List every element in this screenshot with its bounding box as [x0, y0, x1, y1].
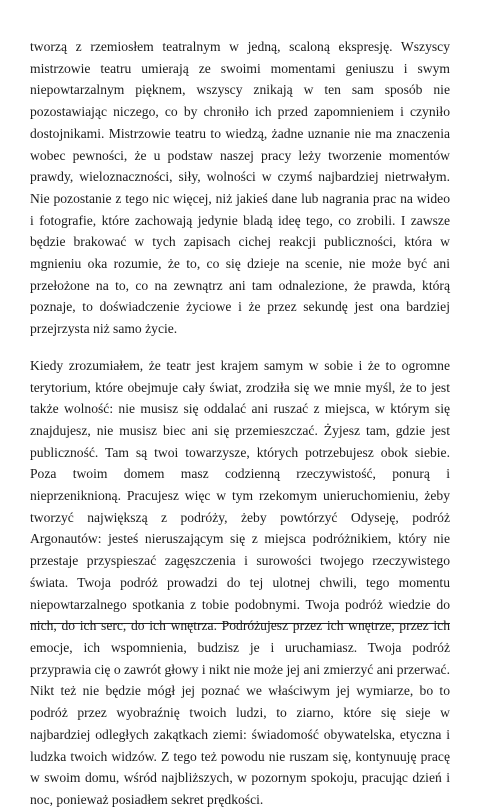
paragraph-1: tworzą z rzemiosłem teatralnym w jedną, scaloną ekspresję. Wszyscy mistrzowie teatru umierają ze swoimi momentami geniuszu i swym niepowtarzalnym pięknem, wszyscy znikają w ten sam sposób nie pozostawiając niczego, co by chroniło ich przed zapomnieniem i czyniło dostojnikami. Mistrzowie teatru to wiedzą, żadne uznanie nie ma znaczenia wobec pewności, że u podstaw naszej pracy leży tworzenie momentów prawdy, wieloznaczności, siły, wolności w czymś najbardziej nietrwałym. Nie pozostanie z tego nic więcej, niż jakieś dane lub nagrania prac na wideo i fotografie, które zachowają jedynie bladą ideę tego, co zrobili. I zawsze będzie brakować w tych zapisach cichej reakcji publiczności, która w mgnieniu oka rozumie, że to, co się dzieje na scenie, nie może być ani przełożone na to, co na zewnątrz ani tam odnalezione, że prawda, którą poznaje, to doświadczenie życiowe i że przez sekundę jest ona bardziej przejrzysta niż samo życie.: [30, 39, 450, 337]
paragraph-2: Kiedy zrozumiałem, że teatr jest krajem samym w sobie i że to ogromne terytorium, które obejmuje cały świat, zrodziła się we mnie myśl, że to jest także wolność: nie musisz się oddalać ani ruszać z miejsca, w którym się znajdujesz, nie musisz biec ani się przemieszczać. Żyjesz tam, gdzie jest publiczność. Tam są twoi towarzysze, których potrzebujesz obok siebie. Poza twoim domem masz codzienną rzeczywistość, ponurą i nieprzeniknioną. Pracujesz więc w tym rzekomym unieruchomieniu, żeby tworzyć największą z podróży, żeby powtórzyć Odyseję, podróż Argonautów: jesteś nieruszającym się z miejsca podróżnikiem, który nie przestaje przyspieszać zagęszczenia i surowości twojego rzeczywistego świata. Twoja podróż prowadzi do tej ulotnej chwili, tego momentu niepowtarzalnego spotkania z tobie podobnymi. Twoja podróż wiedzie do nich, do ich serc, do ich wnętrza. Podróżujesz przez ich wnętrze, przez ich emocje, ich wspomnienia, budzisz je i uruchamiasz. Twoja podróż przyprawia cię o zawrót głowy i nikt nie może jej ani zmierzyć ani przerwać. Nikt też nie będzie mógł jej poznać we właściwym jej wymiarze, bo to podróż przez wyobraźnię twoich ludzi, to ziarno, które się sieje w najbardziej odległych zakątkach ziemi: świadomość obywatelska, etyczna i ludzka twoich widzów. Z tego też powodu nie ruszam się, kontynuuję pracę w swoim domu, wśród najbliższych, w pozornym spokoju, pracując dzień i noc, ponieważ posiadłem sekret prędkości.: [30, 357, 450, 807]
document-body: [30, 36, 450, 811]
footer-divider: [30, 623, 450, 624]
